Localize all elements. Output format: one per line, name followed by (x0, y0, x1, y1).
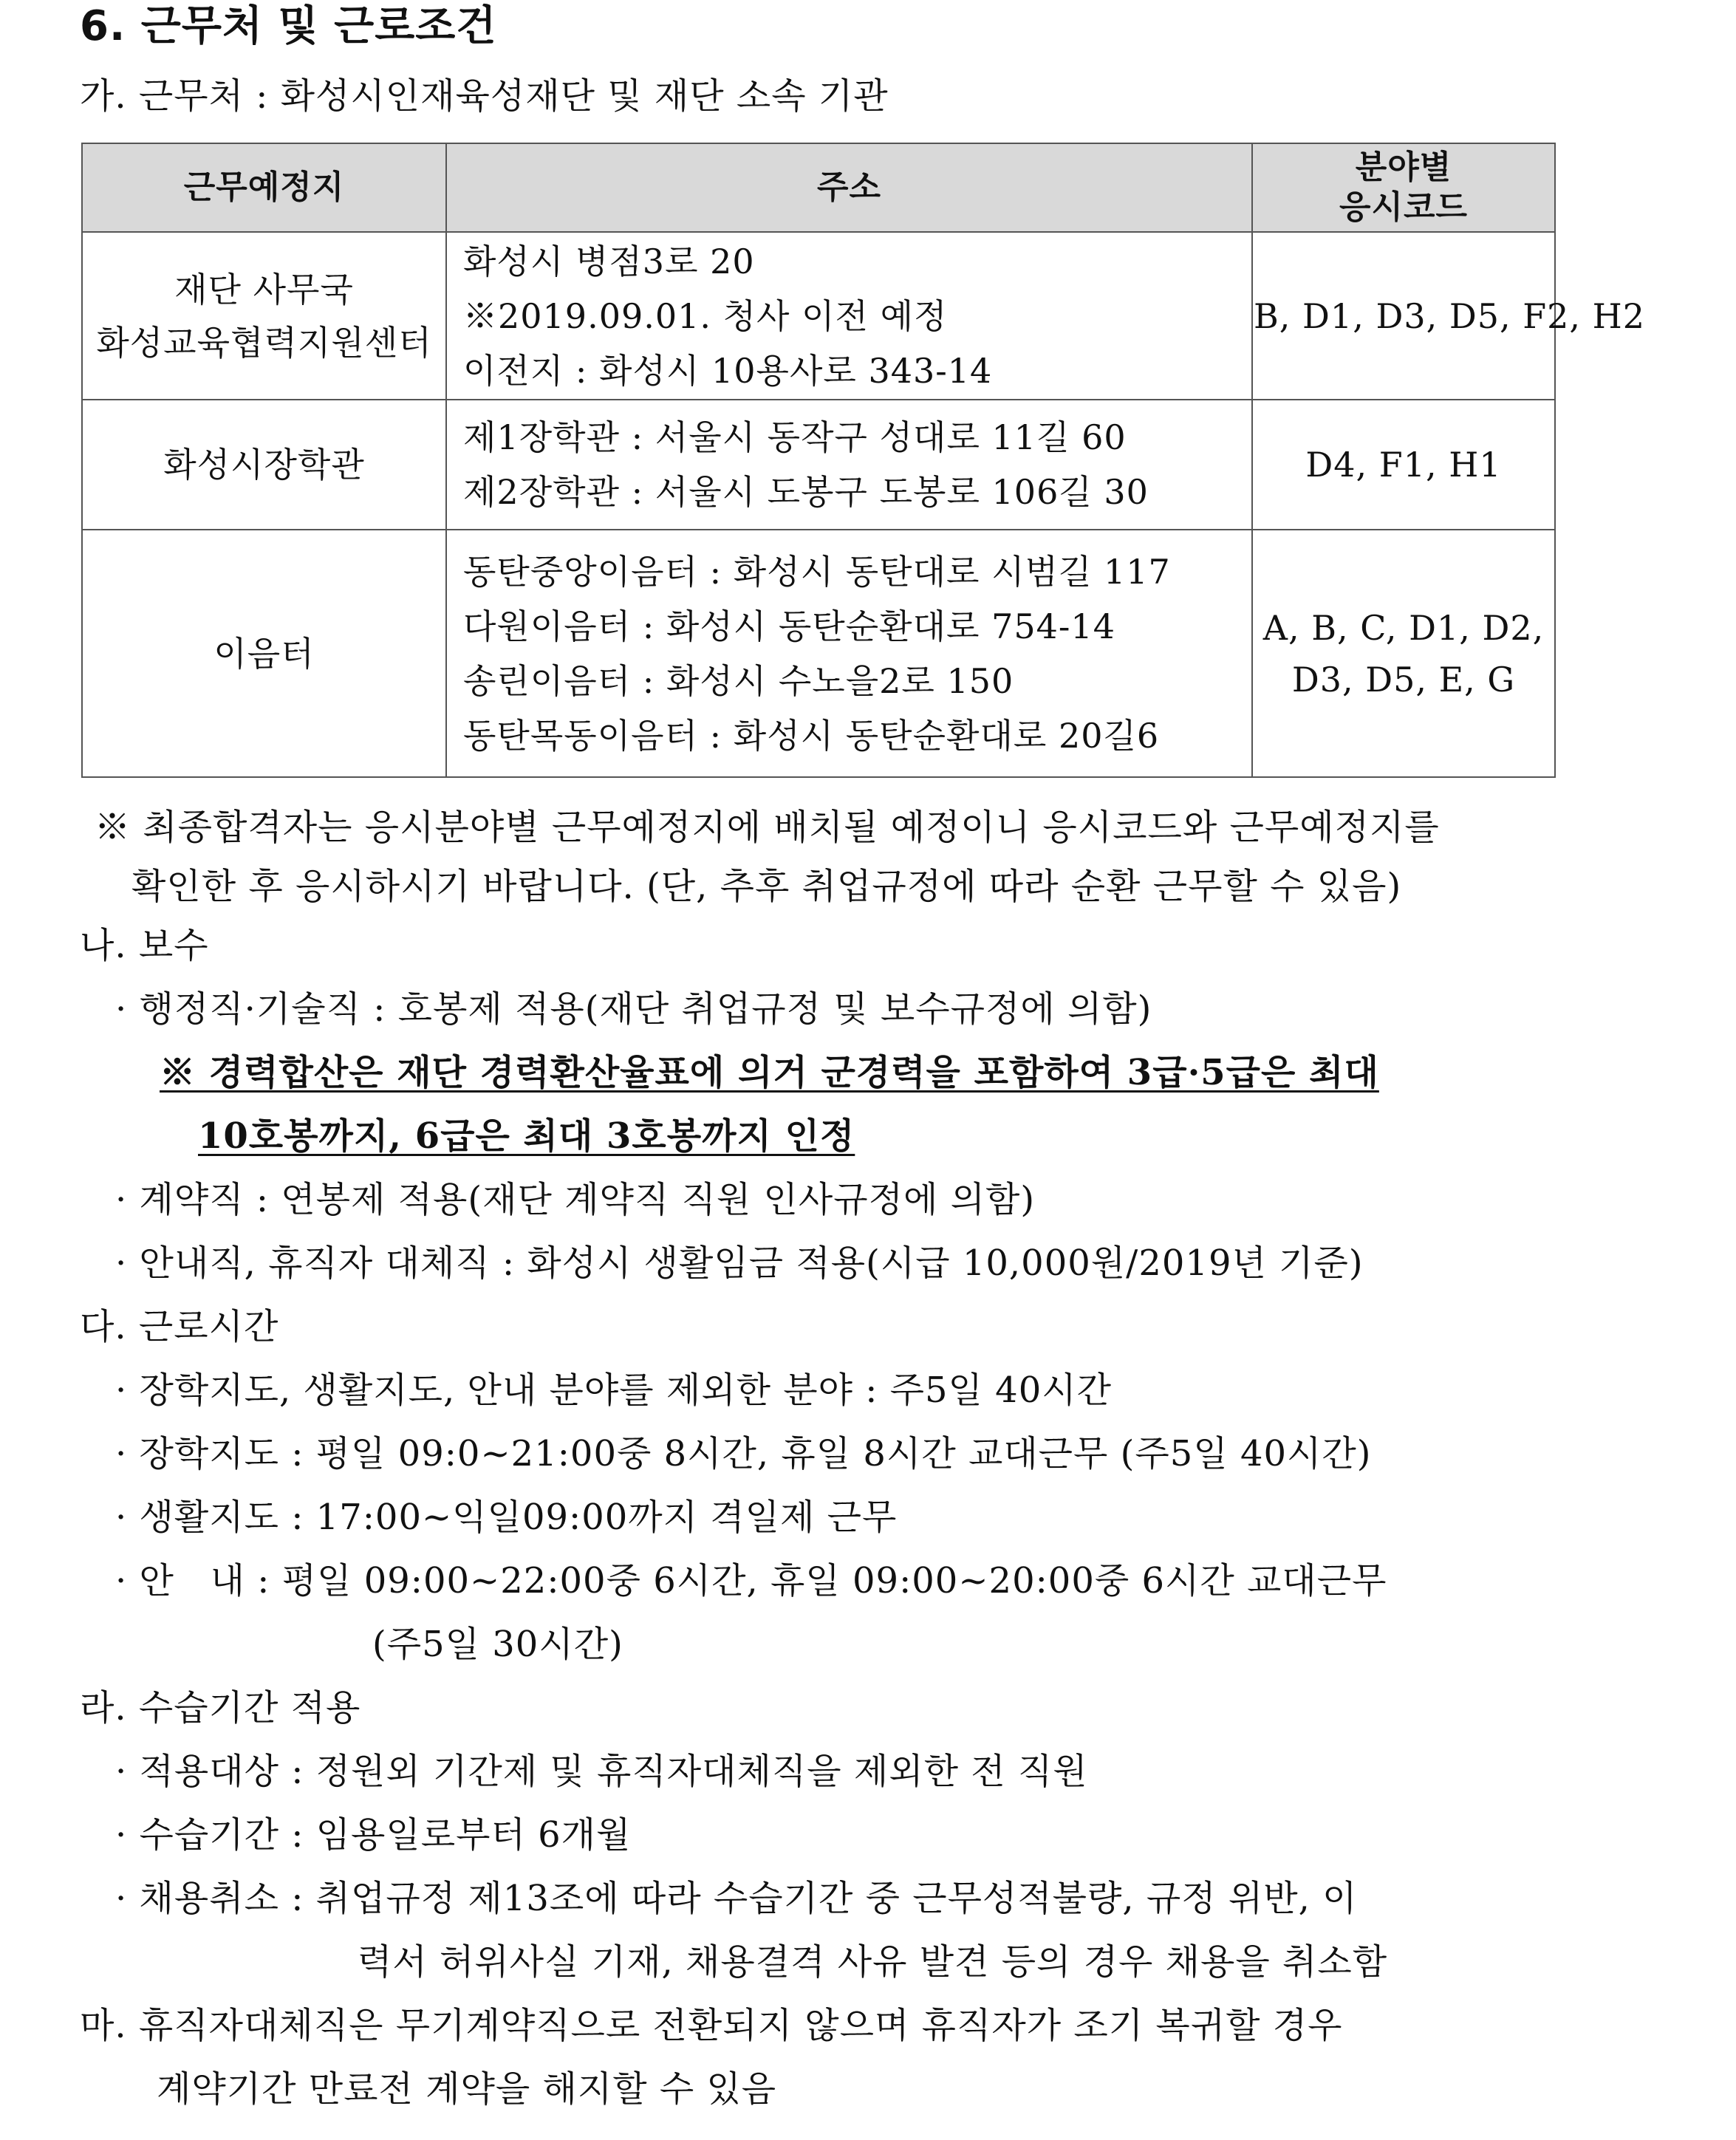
header-exam-code-line: 분야별 (1355, 148, 1452, 187)
code-line: D4, F1, H1 (1305, 444, 1502, 485)
ga-note-line: 확인한 후 응시하시기 바랍니다. (단, 추후 취업규정에 따라 순환 근무할 수 있음) (131, 866, 1402, 907)
da-item: · 안 내 : 평일 09:00~22:00중 6시간, 휴일 09:00~20:00중 6시간 교대근무 (115, 1560, 1387, 1601)
address-line: 동탄목동이음터 : 화성시 동탄순환대로 20길6 (463, 715, 1160, 756)
code-cell (1252, 232, 1646, 400)
header-exam-code-line: 응시코드 (1339, 188, 1468, 227)
code-line: D3, D5, E, G (1291, 659, 1516, 700)
address-cell (446, 232, 1252, 400)
subsection-ma-line: 마. 휴직자대체직은 무기계약직으로 전환되지 않으며 휴직자가 조기 복귀할 경우 (80, 2005, 1343, 2046)
na-item: · 행정직·기술직 : 호봉제 적용(재단 취업규정 및 보수규정에 의함) (115, 988, 1152, 1030)
ga-note-line: ※ 최종합격자는 응시분야별 근무예정지에 배치될 예정이니 응시코드와 근무예정지를 (95, 807, 1440, 848)
da-item: · 생활지도 : 17:00~익일09:00까지 격일제 근무 (115, 1497, 898, 1538)
da-item-continuation: (주5일 30시간) (372, 1624, 623, 1665)
address-cell (446, 530, 1252, 777)
address-line: 다원이음터 : 화성시 동탄순환대로 754-14 (463, 606, 1115, 646)
address-line: 송린이음터 : 화성시 수노을2로 150 (463, 660, 1014, 701)
place-cell (82, 400, 446, 530)
table-row (82, 232, 1555, 400)
address-cell (446, 400, 1252, 530)
address-line: 제1장학관 : 서울시 동작구 성대로 11길 60 (463, 417, 1127, 457)
subsection-na-heading: 나. 보수 (80, 925, 209, 966)
table-header-row (82, 143, 1555, 232)
code-cell (1252, 530, 1555, 777)
ra-item-continuation: 력서 허위사실 기재, 채용결격 사유 발견 등의 경우 채용을 취소함 (358, 1941, 1388, 1983)
header-exam-code (1252, 143, 1555, 232)
da-item: · 장학지도, 생활지도, 안내 분야를 제외한 분야 : 주5일 40시간 (115, 1370, 1112, 1411)
table-row (82, 400, 1555, 530)
na-emphasis-line: ※ 경력합산은 재단 경력환산율표에 의거 군경력을 포함하여 3급·5급은 최대 (160, 1052, 1379, 1093)
na-emphasis-line: 10호봉까지, 6급은 최대 3호봉까지 인정 (198, 1115, 855, 1157)
address-line: 화성시 병점3로 20 (463, 241, 755, 281)
place-line: 화성시장학관 (163, 444, 365, 485)
address-line: 이전지 : 화성시 10용사로 343-14 (463, 350, 993, 391)
table-row (82, 530, 1555, 777)
subsection-da-heading: 다. 근로시간 (80, 1306, 279, 1347)
place-cell (82, 530, 446, 777)
subsection-ra-heading: 라. 수습기간 적용 (80, 1687, 361, 1729)
code-line: B, D1, D3, D5, F2, H2 (1254, 295, 1646, 336)
address-line: 제2장학관 : 서울시 도봉구 도봉로 106길 30 (463, 471, 1149, 512)
da-item: · 장학지도 : 평일 09:0~21:00중 8시간, 휴일 8시간 교대근무 (주5일 40시간) (115, 1433, 1372, 1474)
place-line: 이음터 (213, 633, 315, 674)
code-cell (1252, 400, 1555, 530)
ra-item: · 수습기간 : 임용일로부터 6개월 (115, 1814, 632, 1856)
place-cell (82, 232, 446, 400)
header-work-location: 근무예정지 (82, 143, 446, 232)
header-address: 주소 (446, 143, 1252, 232)
na-item: · 계약직 : 연봉제 적용(재단 계약직 직원 인사규정에 의함) (115, 1179, 1036, 1220)
subsection-ga-heading: 가. 근무처 : 화성시인재육성재단 및 재단 소속 기관 (80, 75, 889, 117)
work-location-table (81, 143, 1646, 778)
address-line: 동탄중앙이음터 : 화성시 동탄대로 시범길 117 (463, 551, 1171, 592)
section-title: 6. 근무처 및 근로조건 (80, 2, 497, 50)
address-line: ※2019.09.01. 청사 이전 예정 (463, 295, 948, 336)
subsection-ma-line: 계약기간 만료전 계약을 해지할 수 있음 (157, 2068, 777, 2110)
code-line: A, B, C, D1, D2, (1262, 607, 1545, 648)
ra-item: · 채용취소 : 취업규정 제13조에 따라 수습기간 중 근무성적불량, 규정 위반, 이 (115, 1878, 1358, 1919)
place-line: 화성교육협력지원센터 (96, 322, 432, 363)
ra-item: · 적용대상 : 정원외 기간제 및 휴직자대체직을 제외한 전 직원 (115, 1751, 1088, 1792)
place-line: 재단 사무국 (174, 269, 354, 310)
na-item: · 안내직, 휴직자 대체직 : 화성시 생활임금 적용(시급 10,000원/2019년 기준) (115, 1242, 1364, 1284)
